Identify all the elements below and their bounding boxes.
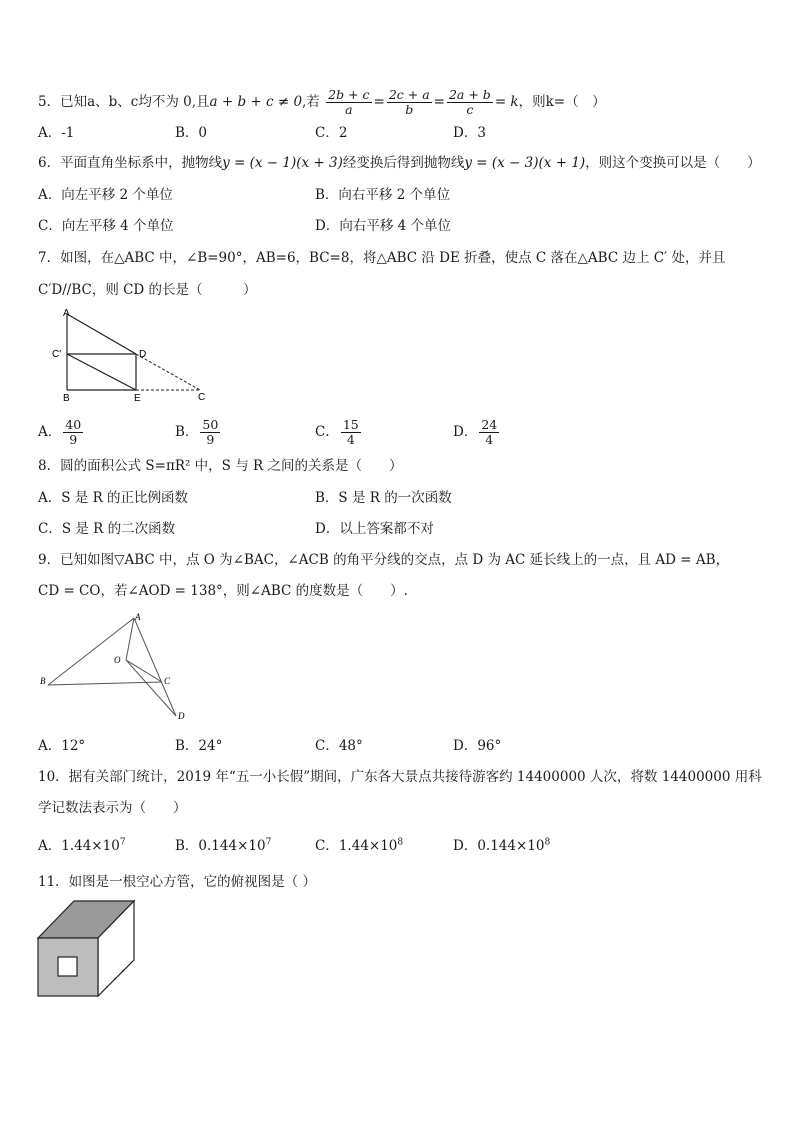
- q9-label-o: O: [114, 655, 121, 665]
- q9-stem-line2: CD = CO，若∠AOD = 138°，则∠ABC 的度数是（ ）.: [38, 583, 408, 599]
- q9-segment-ba: [48, 618, 134, 685]
- q9-option-d[interactable]: D．96°: [453, 738, 502, 754]
- q7-stem-line2: C′D//BC，则 CD 的长是（ ）: [38, 282, 257, 298]
- q7-stem-line1: 7．如图，在△ABC 中，∠B=90°，AB=6，BC=8，将△ABC 沿 DE 折叠，使点 C 落在△ABC 边上 C′ 处，并且: [38, 250, 726, 266]
- q8-option-b[interactable]: B．S 是 R 的一次函数: [315, 490, 452, 506]
- q5-option-a[interactable]: A．-1: [38, 125, 75, 141]
- q10-option-c[interactable]: C．$1.44\times 10^8$: [315, 837, 404, 854]
- q7-label-c: C: [198, 392, 206, 403]
- q11-stem: 11．如图是一根空心方管，它的俯视图是（ ）: [38, 874, 316, 890]
- q7-option-b[interactable]: B． $\frac{50}{9}$: [175, 417, 219, 447]
- q5-fraction-1: $\frac{2b + c}{a}$: [328, 87, 370, 117]
- q7-label-a: A: [63, 308, 70, 319]
- q9-segment-bc: [48, 682, 162, 685]
- q10-stem-line1: 10．据有关部门统计，2019 年“五一小长假”期间，广东各大景点共接待游客约 14400000 人次，将数 14400000 用科: [38, 769, 762, 785]
- q6-option-a[interactable]: A．向左平移 2 个单位: [38, 187, 173, 203]
- q5-option-d[interactable]: D．3: [453, 125, 486, 141]
- q9-segment-ad: [134, 618, 176, 716]
- q11-hollow-tube-figure: [36, 898, 138, 1000]
- q6-option-b[interactable]: B．向右平移 2 个单位: [315, 187, 451, 203]
- q9-stem-line1: 9．已知如图▽ABC 中，点 O 为∠BAC，∠ACB 的角平分线的交点，点 D 为 AC 延长线上的一点，且 AD = AB，: [38, 552, 730, 568]
- q10-option-b[interactable]: B．$0.144\times 10^7$: [175, 837, 272, 854]
- q6-option-c[interactable]: C．向左平移 4 个单位: [38, 218, 174, 234]
- q7-option-c[interactable]: C． $\frac{15}{4}$: [315, 417, 359, 447]
- q7-label-e: E: [134, 393, 141, 404]
- q9-option-c[interactable]: C．48°: [315, 738, 363, 754]
- q9-label-d: D: [178, 711, 185, 721]
- q5-fraction-2: $\frac{2c + a}{b}$: [388, 87, 430, 117]
- q7-triangle-figure: [48, 306, 218, 406]
- q10-option-d[interactable]: D．$0.144\times 10^8$: [453, 837, 551, 854]
- q10-option-a[interactable]: A．$1.44\times 10^7$: [38, 837, 126, 854]
- q7-label-b: B: [63, 393, 70, 404]
- q8-option-a[interactable]: A．S 是 R 的正比例函数: [38, 490, 189, 506]
- q6-option-d[interactable]: D．向右平移 4 个单位: [315, 218, 451, 234]
- q11-tube-hole: [58, 957, 77, 976]
- q5-option-b[interactable]: B．0: [175, 125, 208, 141]
- q5-fraction-3: $\frac{2a + b}{c}$: [448, 87, 491, 117]
- q7-segment-ad: [67, 314, 136, 354]
- q9-segment-od: [126, 660, 176, 716]
- q7-option-a[interactable]: A． $\frac{40}{9}$: [38, 417, 82, 447]
- q9-segment-ao: [126, 618, 134, 660]
- q9-label-b: B: [40, 676, 46, 686]
- q5-stem: 5．已知a、b、c均不为 0,且a + b + c ≠ 0,若 $\frac{2b + c}{a}$ = $\frac{2c + a}{b}$ = $\frac{2a + b}{c}$ = k，则k=（ ）: [38, 87, 606, 117]
- q8-option-c[interactable]: C．S 是 R 的二次函数: [38, 521, 176, 537]
- q7-label-d: D: [139, 349, 147, 360]
- q7-segment-c1e: [67, 354, 136, 390]
- q7-label-c-prime: C': [52, 349, 62, 360]
- q9-option-a[interactable]: A．12°: [38, 738, 86, 754]
- q8-option-d[interactable]: D．以上答案都不对: [315, 521, 434, 537]
- q7-option-d[interactable]: D． $\frac{24}{4}$: [453, 417, 498, 447]
- q9-option-b[interactable]: B．24°: [175, 738, 223, 754]
- q5-option-c[interactable]: C．2: [315, 125, 348, 141]
- q8-stem: 8．圆的面积公式 S=πR² 中，S 与 R 之间的关系是（ ）: [38, 458, 403, 474]
- q9-label-c: C: [164, 676, 171, 686]
- q9-label-a: A: [135, 612, 141, 622]
- q6-stem: 6．平面直角坐标系中，抛物线y = (x − 1)(x + 3)经变换后得到抛物线y = (x − 3)(x + 1)，则这个变换可以是（ ）: [38, 155, 761, 171]
- q9-triangle-figure: [36, 610, 196, 726]
- q10-stem-line2: 学记数法表示为（ ）: [38, 800, 187, 816]
